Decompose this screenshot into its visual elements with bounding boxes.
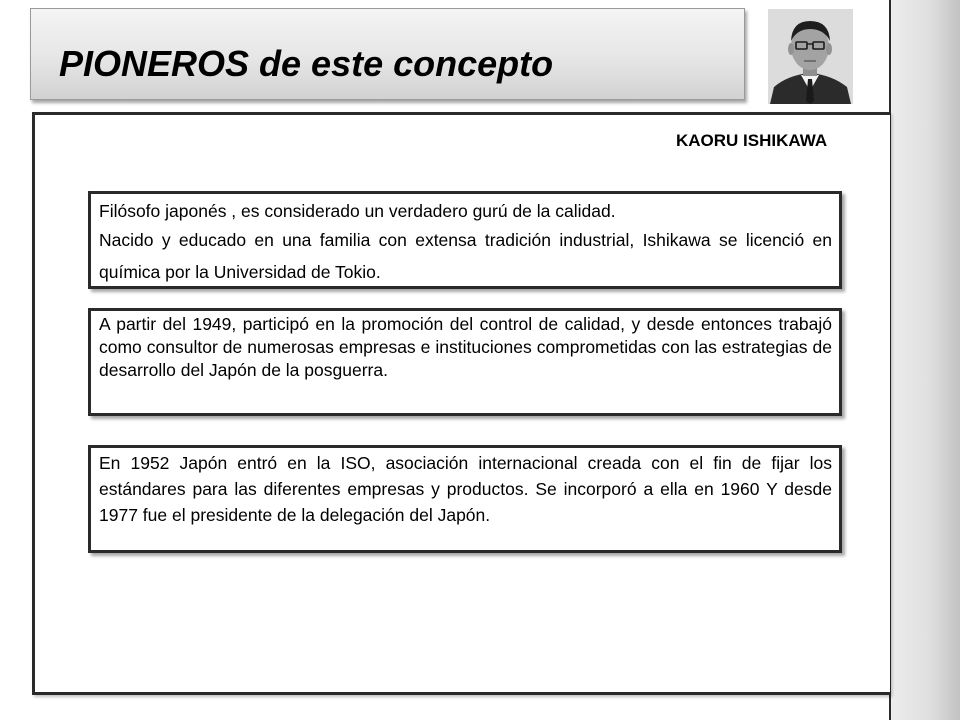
bio-box — [88, 191, 842, 289]
portrait-photo — [768, 9, 853, 104]
iso-text: En 1952 Japón entró en la ISO, asociación internacional creada con el fin de fijar los estándares para las diferentes empresas y productos. Se incorporó a ella en 1960 Y desde 1977 fue el presidente de la delegación del Japón. — [99, 453, 832, 525]
quality-control-box — [88, 308, 842, 416]
person-name: KAORU ISHIKAWA — [676, 131, 828, 150]
iso-box — [88, 445, 842, 553]
slide-title: PIONEROS de este concepto — [59, 43, 554, 84]
quality-control-text: A partir del 1949, participó en la promoción del control de calidad, y desde entonces trabajó como consultor de numerosas empresas e instituciones comprometidas con las estrategias de desarrollo del Japón de la posguerra. — [99, 314, 832, 380]
bio-line-1: Filósofo japonés , es considerado un verdadero gurú de la calidad. — [99, 201, 616, 221]
side-decoration-bar — [889, 0, 960, 720]
bio-line-2: Nacido y educado en una familia con extensa tradición industrial, Ishikawa se licenció en química por la Universidad de Tokio. — [99, 230, 832, 282]
title-banner — [30, 8, 745, 100]
portrait-image — [768, 9, 853, 104]
